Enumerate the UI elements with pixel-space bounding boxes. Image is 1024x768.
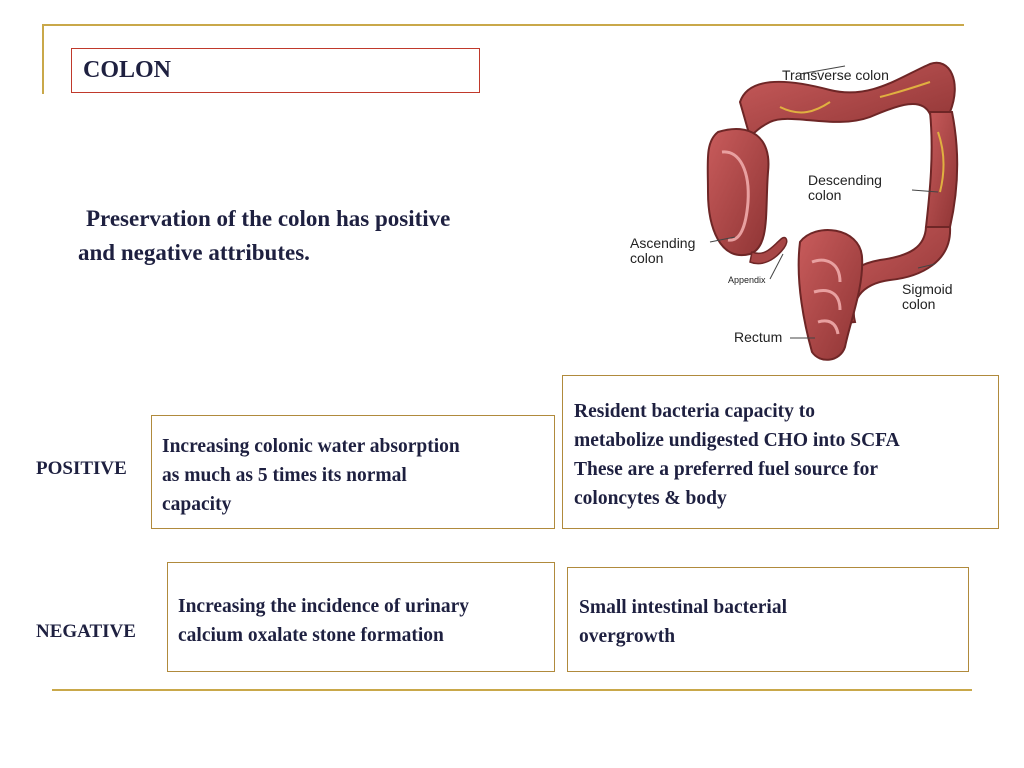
- positive-label: POSITIVE: [36, 458, 127, 479]
- label-descending-colon-1: Descending: [808, 172, 882, 188]
- rectum-shape: [799, 230, 863, 360]
- descending-colon-shape: [926, 112, 957, 227]
- label-sigmoid-colon-1: Sigmoid: [902, 281, 953, 297]
- top-divider: [42, 24, 964, 26]
- box-line: capacity: [162, 494, 232, 515]
- intro-line-2: and negative attributes.: [78, 240, 310, 265]
- label-ascending-colon-2: colon: [630, 250, 664, 266]
- negative-box-oxalate-stones: [167, 562, 555, 672]
- colon-anatomy-illustration: [600, 42, 980, 372]
- label-sigmoid-colon-2: colon: [902, 296, 936, 312]
- positive-box-bacteria-scfa: [562, 375, 999, 529]
- box-line: metabolize undigested CHO into SCFA: [574, 430, 900, 451]
- label-transverse-colon: Transverse colon: [782, 67, 889, 83]
- negative-label: NEGATIVE: [36, 621, 136, 642]
- label-descending-colon-2: colon: [808, 187, 842, 203]
- intro-text: [78, 202, 558, 270]
- box-line: calcium oxalate stone formation: [178, 625, 444, 646]
- box-line: overgrowth: [579, 626, 676, 647]
- box-line: These are a preferred fuel source for: [574, 459, 878, 480]
- bottom-divider: [52, 689, 972, 691]
- box-line: Resident bacteria capacity to: [574, 401, 815, 422]
- left-divider: [42, 24, 44, 94]
- negative-box-bacterial-overgrowth: [567, 567, 969, 672]
- label-rectum: Rectum: [734, 329, 783, 345]
- box-line: Increasing colonic water absorption: [162, 436, 460, 457]
- slide-title-text: COLON: [83, 57, 172, 83]
- positive-box-water-absorption: [151, 415, 555, 529]
- box-line: Increasing the incidence of urinary: [178, 596, 470, 617]
- label-appendix: Appendix: [728, 275, 766, 285]
- label-ascending-colon-1: Ascending: [630, 235, 696, 251]
- slide-title: [71, 48, 480, 93]
- box-line: Small intestinal bacterial: [579, 597, 787, 618]
- box-line: coloncytes & body: [574, 488, 727, 509]
- box-line: as much as 5 times its normal: [162, 465, 407, 486]
- intro-line-1: Preservation of the colon has positive: [86, 206, 451, 231]
